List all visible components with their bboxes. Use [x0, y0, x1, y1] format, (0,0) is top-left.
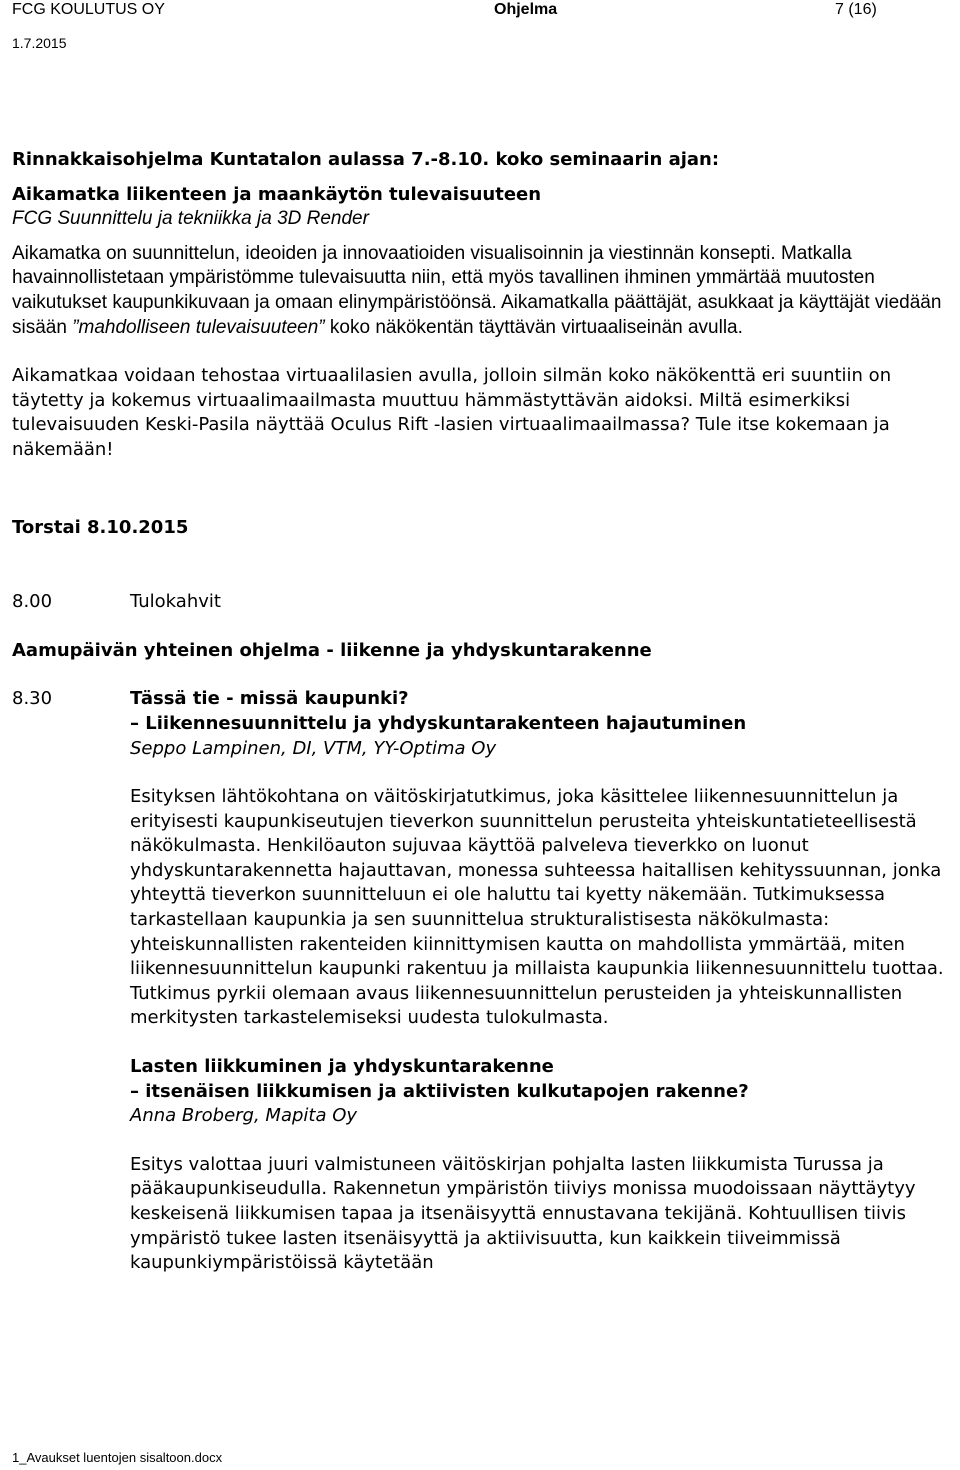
talk-1-time: 8.30 — [12, 688, 53, 710]
day-heading: Torstai 8.10.2015 — [12, 516, 189, 538]
talk-1-subtitle: – Liikennesuunnittelu ja yhdyskuntarakenteen hajautuminen — [130, 712, 747, 734]
talk-2-title: Lasten liikkuminen ja yhdyskuntarakenne — [130, 1056, 554, 1078]
coffee-label: Tulokahvit — [130, 591, 221, 613]
talk-2-subtitle: – itsenäisen liikkumisen ja aktiivisten kulkutapojen rakenne? — [130, 1080, 749, 1102]
parallel-program-paragraph-2: Aikamatkaa voidaan tehostaa virtuaalilasien avulla, jolloin silmän koko näkökenttä eri suuntiin on täytetty ja kokemus virtuaalimaailmasta muuttuu hämmästyttävän aidoksi. Miltä esimerkiksi tulevaisuuden Keski-Pasila näyttää Oculus Rift -lasien virtuaalimaailmassa? Tule itse kokemaan ja näkemään! — [12, 365, 892, 460]
page-number: 7 (16) — [835, 1, 877, 18]
company-name: FCG KOULUTUS OY — [12, 1, 165, 18]
parallel-program-presenter: FCG Suunnittelu ja tekniikka ja 3D Render — [12, 208, 369, 230]
talk-1-speaker: Seppo Lampinen, DI, VTM, YY-Optima Oy — [130, 737, 497, 759]
morning-heading: Aamupäivän yhteinen ohjelma - liikenne ja yhdyskuntarakenne — [12, 639, 652, 661]
document-date: 1.7.2015 — [12, 35, 67, 51]
coffee-item — [12, 590, 954, 615]
document-body — [12, 148, 954, 1276]
parallel-program-title: Aikamatka liikenteen ja maankäytön tulevaisuuteen — [12, 183, 542, 205]
parallel-program-paragraph-1: Aikamatka on suunnittelun, ideoiden ja innovaatioiden visualisoinnin ja viestinnän konsepti. Matkalla havainnollistetaan ympäristömme tulevaisuutta niin, että myös tavallinen ihminen ymmärtää muutosten vaikutukset kaupunkikuvaan ja omaan elinympäristöönsä. Aikamatkalla päättäjät, asukkaat ja käyttäjät viedään sisään ”mahdolliseen tulevaisuuteen” koko näkökentän täyttävän virtuaaliseinän avulla. — [12, 242, 942, 338]
document-title: Ohjelma — [494, 1, 558, 18]
page-header — [12, 0, 948, 20]
parallel-program-heading: Rinnakkaisohjelma Kuntatalon aulassa 7.-8.10. koko seminaarin ajan: — [12, 149, 720, 170]
talk-1-title: Tässä tie - missä kaupunki? — [130, 688, 409, 710]
document-footer-filename: 1_Avaukset luentojen sisaltoon.docx — [12, 1450, 223, 1465]
talk-2-speaker: Anna Broberg, Mapita Oy — [130, 1105, 358, 1127]
coffee-time: 8.00 — [12, 591, 53, 613]
talk-1-abstract: Esityksen lähtökohtana on väitöskirjatutkimus, joka käsittelee liikennesuunnittelun ja erityisesti kaupunkiseutujen tieverkon suunnittelun perusteita yhteiskuntatieteellisestä näkökulmasta. Henkilöauton sujuvaa käyttöä palveleva tieverkko on luonut yhdyskuntarakennetta hajauttavan, monessa suhteessa haitallisen kehityssuunnan, jonka yhteyttä tieverkon suunnitteluun ei ole haluttu tai kyetty näkemään. Tutkimuksessa tarkastellaan kaupunkia ja sen suunnittelua strukturalistisesta näkökulmasta: yhteiskunnallisten rakenteiden kiinnittymisen kautta on mahdollista ymmärtää, miten liikennesuunnittelun kaupunki rakentuu ja millaista kaupunkia liikennesuunnittelu tuottaa. Tutkimus pyrkii olemaan avaus liikennesuunnittelun perusteiden ja yhteiskunnallisten merkitysten tarkastelemiseksi uudesta tulokulmasta. — [130, 786, 944, 1029]
talk-1 — [12, 687, 954, 1275]
talk-2-abstract: Esitys valottaa juuri valmistuneen väitöskirjan pohjalta lasten liikkumista Turussa ja pääkaupunkiseudulla. Rakennetun ympäristön tiiviys monissa muodoissaan näyttäytyy keskeisenä liikkumisen tapaa ja itsenäisyyttä ennustavana tekijänä. Kohtuullisen tiivis ympäristö tukee lasten itsenäisyyttä ja aktiivisuutta, kun kaikkein tiiveimmissä kaupunkiympäristöissä käytetään — [130, 1153, 916, 1274]
